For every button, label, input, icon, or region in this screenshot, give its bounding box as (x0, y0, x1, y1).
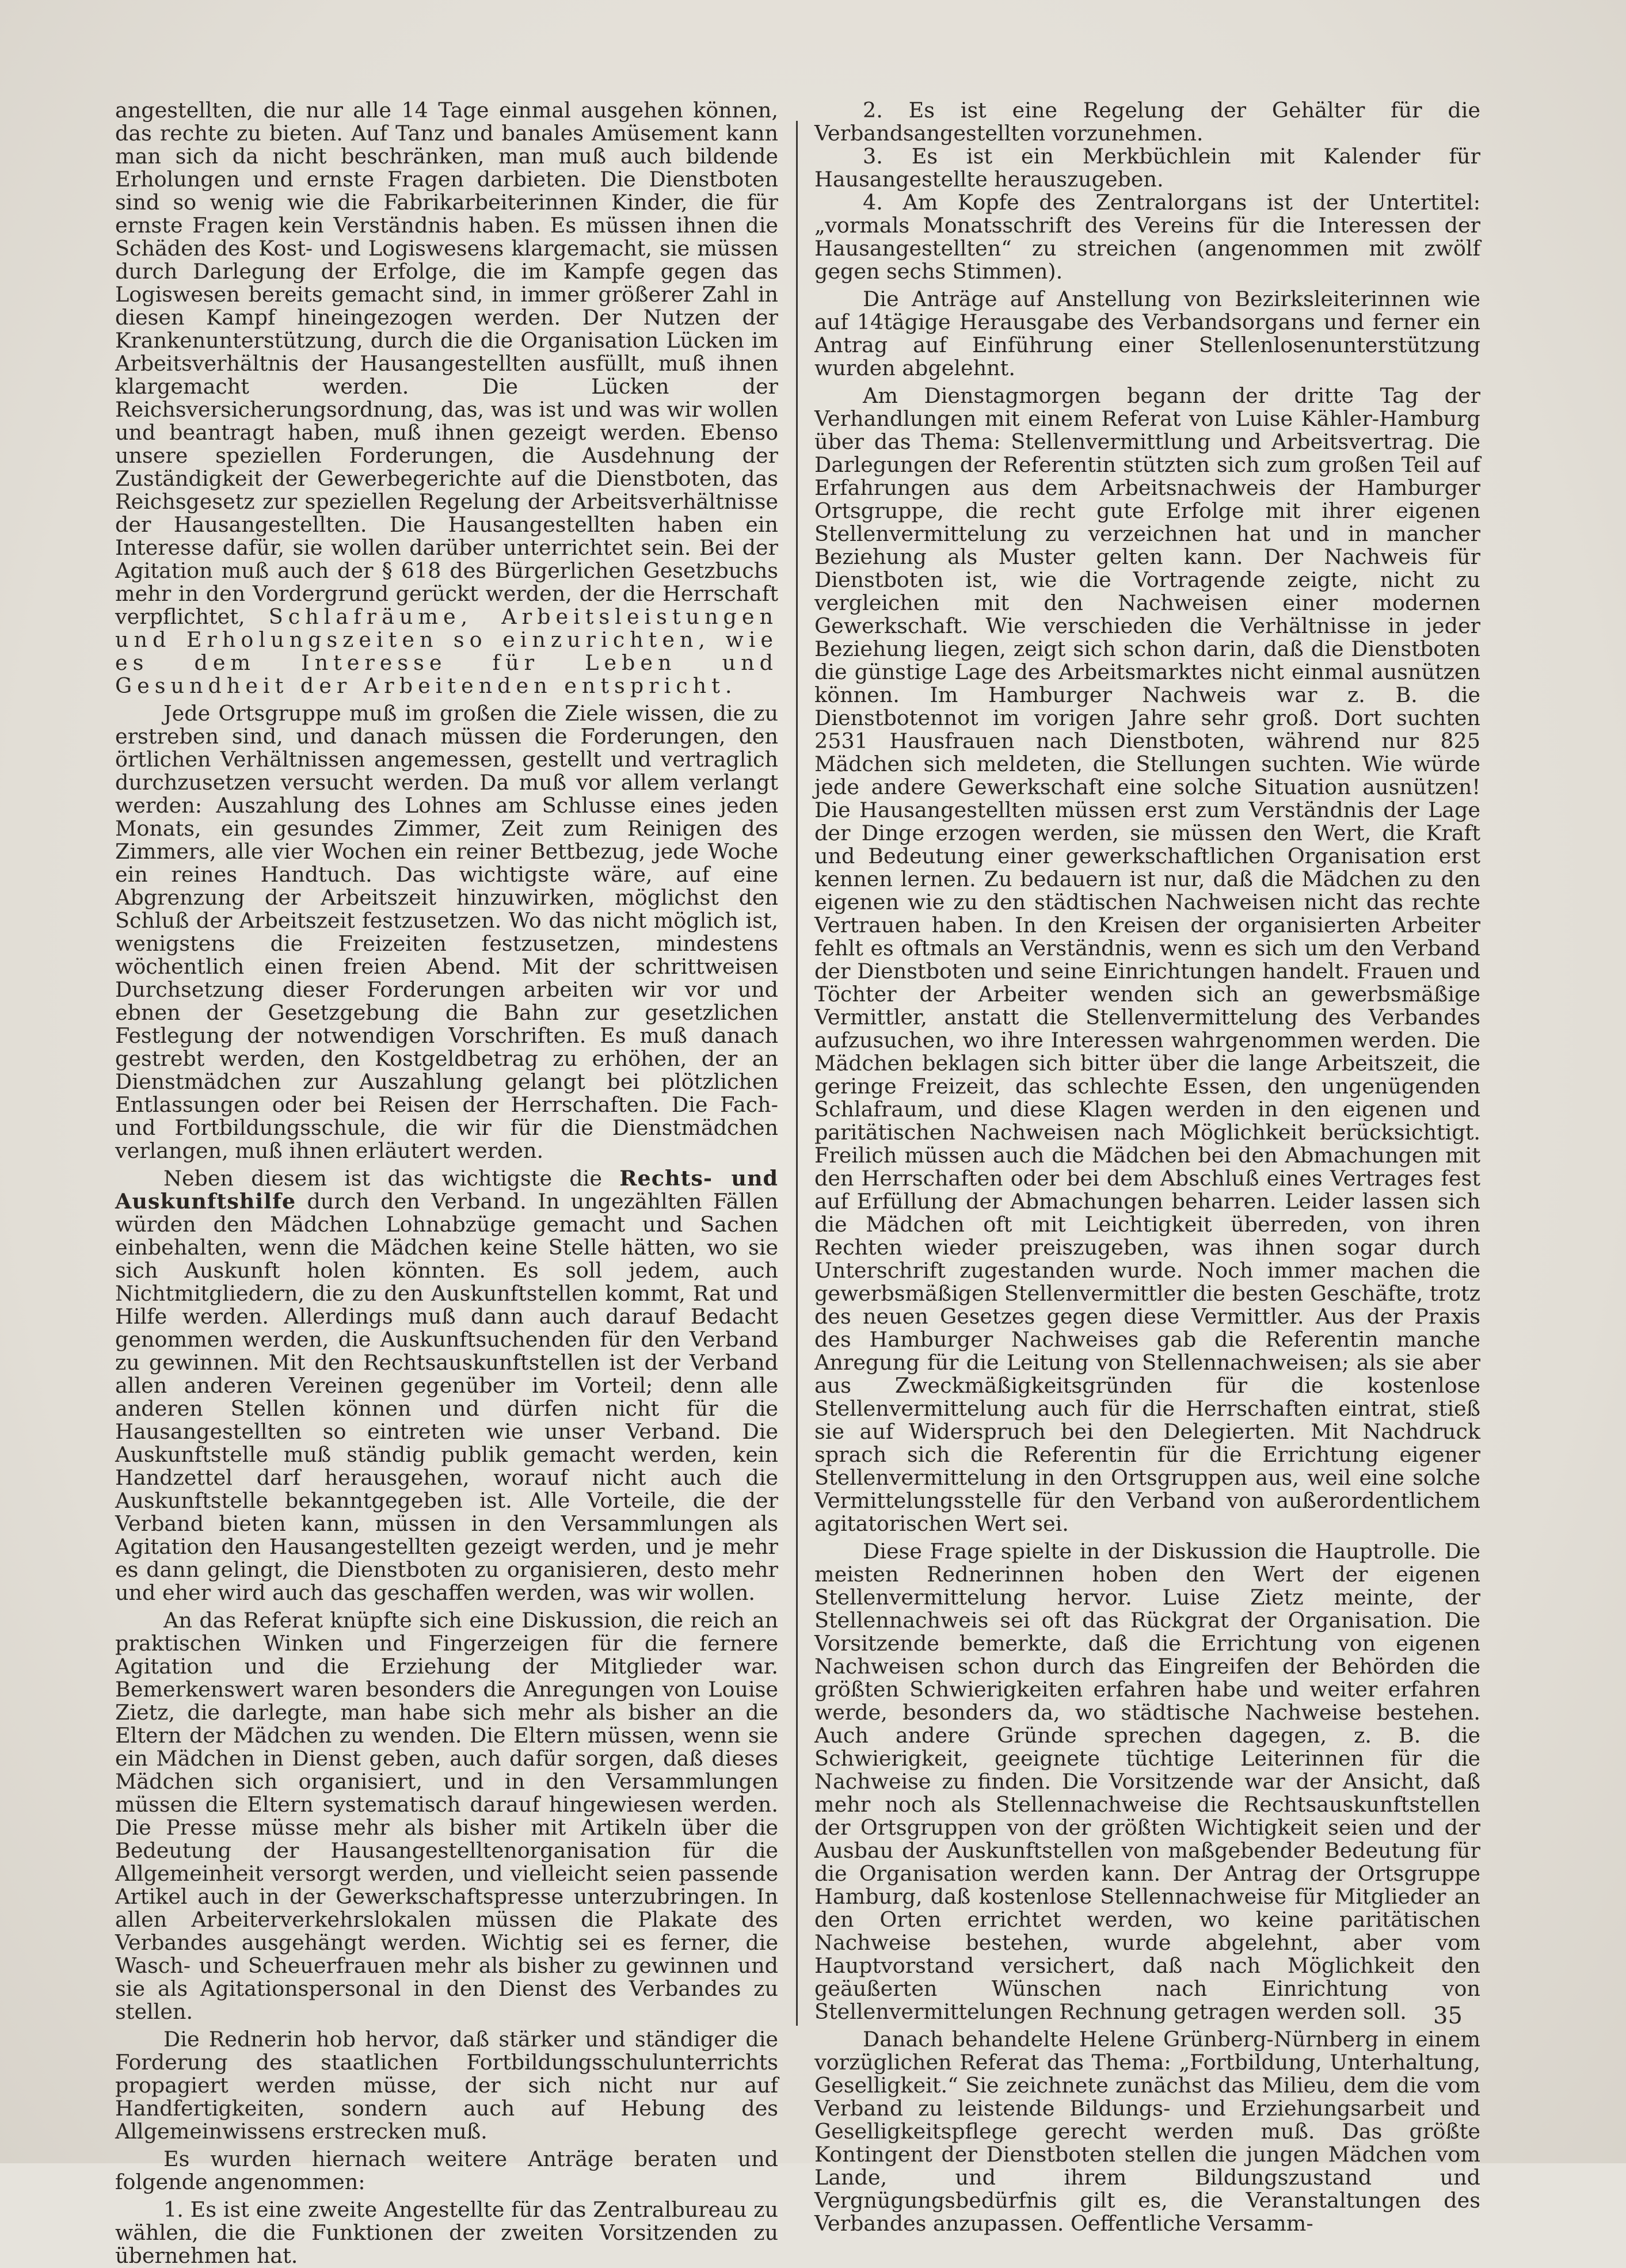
paragraph (115, 99, 778, 697)
text-run: durch den Verband. In ungezählten Fällen würden den Mädchen Lohnabzüge gemacht und Sachen einbehalten, wenn die Mädchen keine Stelle hätten, wo sie sich Auskunft holen könnten. Es soll jedem, auch Nichtmitgliedern, die zu den Auskunftstellen kommt, Rat und Hilfe werden. Allerdings muß dann auch darauf Bedacht genommen werden, die Auskunftsuchenden für den Verband zu gewinnen. Mit den Rechtsauskunftstellen ist der Verband allen anderen Vereinen gegenüber im Vorteil; denn alle anderen Stellen können und dürfen nicht für die Hausangestellten so eintreten wie unser Verband. Die Auskunftstelle muß ständig publik gemacht werden, kein Handzettel darf herausgehen, worauf nicht auch die Auskunftstelle bekanntgegeben ist. Alle Vorteile, die der Verband bieten kann, müssen in den Versammlungen als Agitation den Hausangestellten gezeigt werden, und je mehr es dann gelingt, die Dienstboten zu organisieren, desto mehr und eher wird auch das geschaffen werden, was wir wollen. (115, 1189, 778, 1605)
list-item: 2. Es ist eine Regelung der Gehälter für die Verbandsangestellten vorzunehmen. (814, 98, 1480, 146)
list-item: 4. Am Kopfe des Zentralorgans ist der Untertitel: „vormals Monatsschrift des Vereins für die Interessen der Hausangestellten“ zu streichen (angenommen mit zwölf gegen sechs Stimmen). (814, 190, 1480, 284)
paragraph: Am Dienstagmorgen begann der dritte Tag der Verhandlungen mit einem Referat von Luise Kähler-Hamburg über das Thema: Stellenvermittlung und Arbeitsvertrag. Die Darlegungen der Referentin stützten sich zum großen Teil auf Erfahrungen aus dem Arbeitsnachweis der Hamburger Ortsgruppe, die recht gute Erfolge mit ihrer eigenen Stellenvermittelung zu verzeichnen hat und in mancher Beziehung als Muster gelten kann. Der Nachweis für Dienstboten ist, wie die Vortragende zeigte, nicht zu vergleichen mit den Nachweisen einer modernen Gewerkschaft. Wie verschieden die Verhältnisse in jeder Beziehung liegen, zeigt sich schon darin, daß die Dienstboten die günstige Lage des Arbeitsmarktes nicht einmal ausnützen können. Im Hamburger Nachweis war z. B. die Dienstbotennot im vorigen Jahre sehr groß. Dort suchten 2531 Hausfrauen nach Dienstboten, während nur 825 Mädchen sich meldeten, die Stellungen suchten. Wie würde jede andere Gewerkschaft eine solche Situation ausnützen! Die Hausangestellten müssen erst zum Verständnis der Lage der Dinge erzogen werden, sie müssen den Wert, die Kraft und Bedeutung einer gewerkschaftlichen Organisation erst kennen lernen. Zu bedauern ist nur, daß die Mädchen zu den eigenen wie zu den städtischen Nachweisen nicht das rechte Vertrauen haben. In den Kreisen der organisierten Arbeiter fehlt es oftmals an Verständnis, wenn es sich um den Verband der Dienstboten und seine Einrichtungen handelt. Frauen und Töchter der Arbeiter wenden sich an gewerbsmäßige Vermittler, anstatt die Stellenvermittelung des Verbandes aufzusuchen, wo ihre Interessen wahrgenommen werden. Die Mädchen beklagen sich bitter über die lange Arbeitszeit, die geringe Freizeit, das schlechte Essen, den ungenügenden Schlafraum, und diese Klagen werden in den eigenen und paritätischen Nachweisen nach Möglichkeit berücksichtigt. Freilich müssen auch die Mädchen bei den Abmachungen mit den Herrschaften oder bei dem Abschluß eines Vertrages fest auf Erfüllung der Abmachungen beharren. Leider lassen sich die Mädchen oft mit Leichtigkeit überreden, von ihren Rechten wieder preiszugeben, was ihnen sogar durch Unterschrift zugestanden wurde. Noch immer machen die gewerbsmäßigen Stellenvermittler die besten Geschäfte, trotz des neuen Gesetzes gegen diese Vermittler. Aus der Praxis des Hamburger Nachweises gab die Referentin manche Anregung für die Leitung von Stellennachweisen; als sie aber aus Zweckmäßigkeitsgründen für die kostenlose Stellenvermittelung auch für die Herrschaften eintrat, stieß sie auf Widerspruch bei den Delegierten. Mit Nachdruck sprach sich die Referentin für die Errichtung eigener Stellenvermittelung in den Ortsgruppen aus, weil eine solche Vermittelungsstelle für den Verband von außerordentlichem agitatorischen Wert sei. (814, 383, 1480, 1536)
paragraph: Die Anträge auf Anstellung von Bezirksleiterinnen wie auf 14tägige Herausgabe des Verbandsorgans und ferner ein Antrag auf Einführung einer Stellenlosenunterstützung wurden abgelehnt. (814, 287, 1480, 380)
paragraph (115, 1167, 778, 1604)
paragraph: Danach behandelte Helene Grünberg-Nürnberg in einem vorzüglichen Referat das Thema: „Fortbildung, Unterhaltung, Geselligkeit.“ Sie zeichnete zunächst das Milieu, dem die vom Verband zu leistende Bildungs- und Erziehungsarbeit und Geselligkeitspflege gerecht werden muß. Das größte Kontingent der Dienstboten stellen die jungen Mädchen vom Lande, und ihrem Bildungszustand und Vergnügungsbedürfnis gilt es, die Veranstaltungen des Verbandes anzupassen. Oeffentliche Versamm- (814, 2027, 1480, 2236)
paragraph: Jede Ortsgruppe muß im großen die Ziele wissen, die zu erstreben sind, und danach müssen die Forderungen, den örtlichen Verhältnissen angemessen, gestellt und vertraglich durchzusetzen versucht werden. Da muß vor allem verlangt werden: Auszahlung des Lohnes am Schlusse eines jeden Monats, ein gesundes Zimmer, Zeit zum Reinigen des Zimmers, alle vier Wochen ein reiner Bettbezug, jede Woche ein reines Handtuch. Das wichtigste wäre, auf eine Abgrenzung der Arbeitszeit hinzuwirken, möglichst den Schluß der Arbeitszeit festzusetzen. Wo das nicht möglich ist, wenigstens die Freizeiten festzusetzen, mindestens wöchentlich einen freien Abend. Mit der schrittweisen Durchsetzung dieser Forderungen arbeiten wir vor und ebnen der Gesetzgebung die Bahn zur gesetzlichen Festlegung der notwendigen Vorschriften. Es muß danach gestrebt werden, den Kostgeldbetrag zu erhöhen, der an Dienstmädchen zur Auszahlung gelangt bei plötzlichen Entlassungen oder bei Reisen der Herrschaften. Die Fach- und Fortbildungsschule, die wir für die Dienstmädchen verlangen, muß ihnen erläutert werden. (115, 701, 778, 1163)
page-number: 35 (1433, 2003, 1463, 2029)
paragraph: Diese Frage spielte in der Diskussion die Hauptrolle. Die meisten Rednerinnen hoben den Wert der eigenen Stellenvermittelung hervor. Luise Zietz meinte, der Stellennachweis sei oft das Rückgrat der Organisation. Die Vorsitzende bemerkte, daß die Errichtung von eigenen Nachweisen schon durch das Eingreifen der Behörden die größten Schwierigkeiten erfahren habe und weiter erfahren werde, besonders da, wo städtische Nachweise bestehen. Auch andere Gründe sprechen dagegen, z. B. die Schwierigkeit, geeignete tüchtige Leiterinnen für die Nachweise zu finden. Die Vorsitzende war der Ansicht, daß mehr noch als Stellennachweise die Rechtsauskunftstellen der Ortsgruppen von der größten Wichtigkeit seien und der Ausbau der Auskunftstellen von maßgebender Bedeutung für die Organisation werden kann. Der Antrag der Ortsgruppe Hamburg, daß kostenlose Stellennachweise für Mitglieder an den Orten errichtet werden, wo keine paritätischen Nachweise bestehen, wurde abgelehnt, aber vom Hauptvorstand versichert, daß nach Möglichkeit den geäußerten Wünschen nach Einrichtung von Stellenvermittelungen Rechnung getragen werden soll. (814, 1539, 1480, 2024)
list-item: 1. Es ist eine zweite Angestellte für das Zentralbureau zu wählen, die die Funktionen der zweiten Vorsitzenden zu übernehmen hat. (115, 2197, 778, 2268)
paragraph: Es wurden hiernach weitere Anträge beraten und folgende angenommen: (115, 2147, 778, 2194)
left-column (115, 99, 778, 2267)
text-run: angestellten, die nur alle 14 Tage einmal ausgehen können, das rechte zu bieten. Auf Tanz und banales Amüsement kann man sich da nicht beschränken, man muß auch bildende Erholungen und ernste Fragen darbieten. Die Dienstboten sind so wenig wie die Fabrikarbeiterinnen Kinder, die für ernste Fragen kein Verständnis haben. Es müssen ihnen die Schäden des Kost- und Logiswesens klargemacht, sie müssen durch Darlegung der Erfolge, die im Kampfe gegen das Logiswesen bereits gemacht sind, in immer größerer Zahl in diesen Kampf hineingezogen werden. Der Nutzen der Krankenunterstützung, durch die die Organisation Lücken im Arbeitsverhältnis der Hausangestellten ausfüllt, muß ihnen klargemacht werden. Die Lücken der Reichsversicherungsordnung, das, was ist und was wir wollen und beantragt haben, muß ihnen gezeigt werden. Ebenso unsere speziellen Forderungen, die Ausdehnung der Zuständigkeit der Gewerbegerichte auf die Dienstboten, das Reichsgesetz zur speziellen Regelung der Arbeitsverhältnisse der Hausangestellten. Die Hausangestellten haben ein Interesse dafür, sie wollen darüber unterrichtet sein. Bei der Agitation muß auch der § 618 des Bürgerlichen Gesetzbuchs mehr in den Vordergrund gerückt werden, der die Herrschaft verpflichtet, (115, 98, 778, 629)
bold-heading: Rechts- und Auskunftshilfe (115, 1166, 779, 1214)
text-run: Neben diesem ist das wichtigste die (163, 1166, 602, 1191)
paragraph: An das Referat knüpfte sich eine Diskussion, die reich an praktischen Winken und Fingerzeigen für die fernere Agitation und die Erziehung der Mitglieder war. Bemerkenswert waren besonders die Anregungen von Louise Zietz, die darlegte, man habe sich mehr als bisher an die Eltern der Mädchen zu wenden. Die Eltern müssen, wenn sie ein Mädchen in Dienst geben, auch dafür sorgen, daß dieses Mädchen sich organisiert, und in den Versammlungen müssen die Eltern systematisch darauf hingewiesen werden. Die Presse müsse mehr als bisher mit Artikeln über die Bedeutung der Hausangestelltenorganisation für die Allgemeinheit versorgt werden, und vielleicht seien passende Artikel auch in der Gewerkschaftspresse unterzubringen. In allen Arbeiterverkehrslokalen müssen die Plakate des Verbandes ausgehängt werden. Wichtig sei es ferner, die Wasch- und Scheuerfrauen mehr als bisher zu gewinnen und sie als Agitationspersonal in den Dienst des Verbandes zu stellen. (115, 1608, 778, 2024)
spaced-text-run: Schlafräume, Arbeitsleistungen und Erholungszeiten so einzurichten, wie es dem Interesse für Leben und Gesundheit der Arbeitenden entspricht. (115, 604, 778, 698)
paragraph: Die Rednerin hob hervor, daß stärker und ständiger die Forderung des staatlichen Fortbildungsschulunterrichts propagiert werden müsse, der sich nicht nur auf Handfertigkeiten, sondern auch auf Hebung des Allgemeinwissens erstrecken muß. (115, 2027, 778, 2144)
right-column (814, 99, 1480, 2235)
column-divider (796, 121, 798, 2026)
list-item: 3. Es ist ein Merkbüchlein mit Kalender für Hausangestellte herauszugeben. (814, 144, 1480, 192)
